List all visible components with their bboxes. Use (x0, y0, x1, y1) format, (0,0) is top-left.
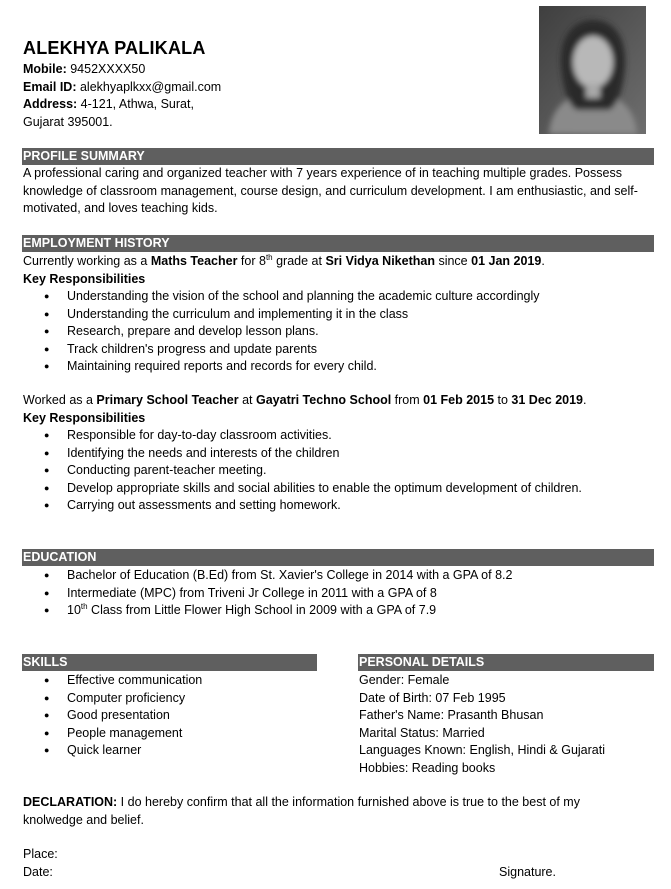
list-item: ● Bachelor of Education (B.Ed) from St. Xavier's College in 2014 with a GPA of 8.2 (23, 567, 653, 585)
job-1-responsibilities (23, 288, 653, 376)
job-2 (23, 392, 653, 515)
address-line: Address: 4-121, Athwa, Surat, (23, 97, 194, 111)
list-item: ● Understanding the vision of the school and planning the academic culture accordingly (23, 288, 653, 306)
hobbies: Hobbies: Reading books (359, 760, 496, 775)
list-item: ● People management (23, 725, 323, 743)
email-line: Email ID: alekhyaplkxx@gmail.com (23, 79, 222, 94)
job-1 (23, 253, 653, 376)
list-item: ● Quick learner (23, 742, 323, 760)
profile-photo (539, 6, 646, 134)
list-item: ● 10th Class from Little Flower High School in 2009 with a GPA of 7.9 (23, 602, 653, 620)
signature-label: Signature. (499, 865, 556, 879)
education-block (23, 567, 653, 620)
list-item: ● Maintaining required reports and records for every child. (23, 358, 653, 376)
declaration-text: I do hereby confirm that all the information furnished above is true to the best of my knolwedge and belief. (23, 795, 580, 827)
declaration (23, 794, 623, 829)
employment-history-heading: EMPLOYMENT HISTORY (22, 235, 654, 252)
list-item: ● Research, prepare and develop lesson plans. (23, 323, 653, 341)
list-item: ● Computer proficiency (23, 690, 323, 708)
fathers-name: Father's Name: Prasanth Bhusan (359, 708, 544, 722)
marital-status: Marital Status: Married (359, 725, 485, 740)
address-value-1: 4-121, Athwa, Surat, (80, 97, 194, 111)
job-2-summary: Worked as a Primary School Teacher at Gayatri Techno School from 01 Feb 2015 to 31 Dec 2019. (23, 393, 587, 407)
list-item: ● Develop appropriate skills and social abilities to enable the optimum development of children. (23, 480, 653, 498)
list-item: ● Track children's progress and update parents (23, 341, 653, 359)
date-of-birth: Date of Birth: 07 Feb 1995 (359, 690, 506, 705)
job-2-responsibilities-heading: Key Responsibilities (23, 410, 146, 425)
candidate-name: ALEKHYA PALIKALA (23, 38, 206, 58)
list-item: ● Identifying the needs and interests of the children (23, 445, 653, 463)
gender: Gender: Female (359, 673, 450, 687)
job-1-responsibilities-heading: Key Responsibilities (23, 271, 146, 286)
address-line-2: Gujarat 395001. (23, 114, 113, 129)
list-item: ● Conducting parent-teacher meeting. (23, 462, 653, 480)
place-label: Place: (23, 847, 58, 861)
portrait-image (539, 6, 646, 134)
profile-summary-text: A professional caring and organized teacher with 7 years experience of in teaching multiple grades. Possess knowledge of classroom management, course design, and curriculum development. I am enthusiastic, and self-motivated, and loves teaching kids. (23, 166, 638, 215)
mobile-value: 9452XXXX50 (70, 62, 146, 76)
email-value: alekhyaplkxx@gmail.com (79, 79, 222, 94)
skills-heading: SKILLS (22, 654, 317, 671)
skills-block (23, 672, 323, 760)
skills-list (23, 672, 323, 760)
job-1-summary: Currently working as a Maths Teacher for 8th grade at Sri Vidya Nikethan since 01 Jan 2019. (23, 252, 545, 268)
education-heading: EDUCATION (22, 549, 654, 566)
education-list (23, 567, 653, 620)
list-item: ● Understanding the curriculum and implementing it in the class (23, 306, 653, 324)
mobile-line: Mobile: 9452XXXX50 (23, 62, 146, 76)
list-item: ● Carrying out assessments and setting homework. (23, 497, 653, 515)
contact-block (23, 61, 323, 131)
job-2-responsibilities (23, 427, 653, 515)
list-item: ● Responsible for day-to-day classroom activities. (23, 427, 653, 445)
personal-details-heading: PERSONAL DETAILS (358, 654, 654, 671)
profile-summary-heading: PROFILE SUMMARY (22, 148, 654, 165)
date-label: Date: (23, 865, 53, 879)
declaration-label: DECLARATION: (23, 795, 118, 809)
personal-details-block (359, 672, 655, 777)
languages-known: Languages Known: English, Hindi & Gujarati (359, 743, 605, 757)
list-item: ● Effective communication (23, 672, 323, 690)
list-item: ● Intermediate (MPC) from Triveni Jr College in 2011 with a GPA of 8 (23, 585, 653, 603)
list-item: ● Good presentation (23, 707, 323, 725)
